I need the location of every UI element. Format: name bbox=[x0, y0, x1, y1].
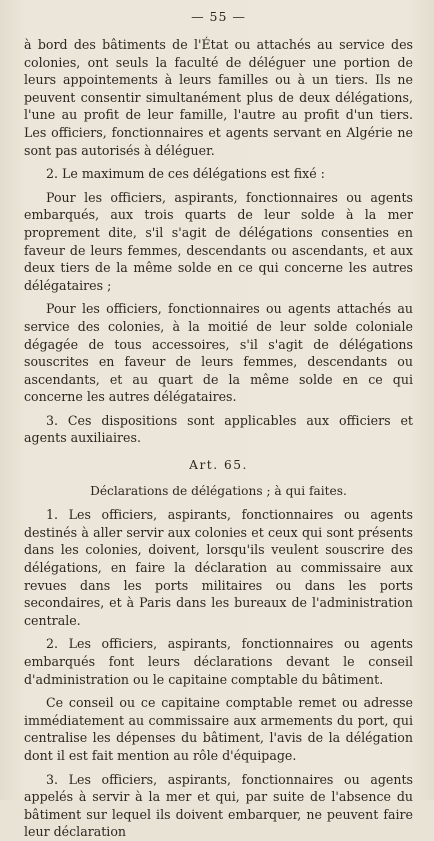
article-paragraph-1: 1. Les officiers, aspirants, fonctionnaires ou agents destinés à aller servir aux colonies et ceux qui sont présents dans les colonies, doivent, lorsqu'ils veulent souscrire des délégations, en faire la déclaration au commissaire aux revues dans les ports militaires ou dans les ports secondaires, et à Paris dans les bureaux de l'administration centrale. bbox=[24, 507, 413, 628]
article-title: Déclarations de délégations ; à qui faites. bbox=[90, 483, 347, 498]
article-heading: Art. 65. bbox=[189, 458, 248, 473]
article-paragraph-3: Ce conseil ou ce capitaine comptable remet ou adresse immédiatement au commissaire aux armements du port, qui centralise les dépenses du bâtiment, l'avis de la délégation dont il est fait mention au rôle d'équipage. bbox=[24, 695, 413, 763]
article-paragraph-2: 2. Les officiers, aspirants, fonctionnaires ou agents embarqués font leurs déclarations devant le conseil d'administration ou le capitaine comptable du bâtiment. bbox=[24, 636, 413, 687]
page-number-header: — 55 — bbox=[191, 9, 246, 24]
page-text-block bbox=[24, 8, 413, 841]
paragraph-auxiliaires: 3. Ces dispositions sont applicables aux officiers et agents auxiliaires. bbox=[24, 412, 413, 446]
paragraph-continuation: à bord des bâtiments de l'État ou attachés au service des colonies, ont seuls la faculté de déléguer une portion de leurs appointements à leurs familles ou à un tiers. Ils ne peuvent consentir simultanément plus de deux délégations, l'une au profit de leur famille, l'autre au profit d'un tiers. Les officiers, fonctionnaires et agents servant en Algérie ne sont pas autorisés à déléguer. bbox=[24, 37, 413, 158]
article-paragraph-4: 3. Les officiers, aspirants, fonctionnaires ou agents appelés à servir à la mer et qui, par suite de l'absence du bâtiment sur lequel ils doivent embarquer, ne peuvent faire leur déclaration bbox=[24, 771, 413, 840]
paragraph-maximum: 2. Le maximum de ces délégations est fixé : bbox=[46, 166, 325, 182]
paragraph-colonies: Pour les officiers, fonctionnaires ou agents attachés au service des colonies, à la moitié de leur solde coloniale dégagée de tous accessoires, s'il s'agit de délégations souscrites en faveur de leurs femmes, descendants ou ascendants, et au quart de la même solde en ce qui concerne les autres délégataires. bbox=[24, 301, 413, 405]
paragraph-embarques: Pour les officiers, aspirants, fonctionnaires ou agents embarqués, aux trois quarts de leur solde à la mer proprement dite, s'il s'agit de délégations consenties en faveur de leurs femmes, descendants ou ascendants, et aux deux tiers de la même solde en ce qui concerne les autres délégataires ; bbox=[24, 189, 413, 293]
